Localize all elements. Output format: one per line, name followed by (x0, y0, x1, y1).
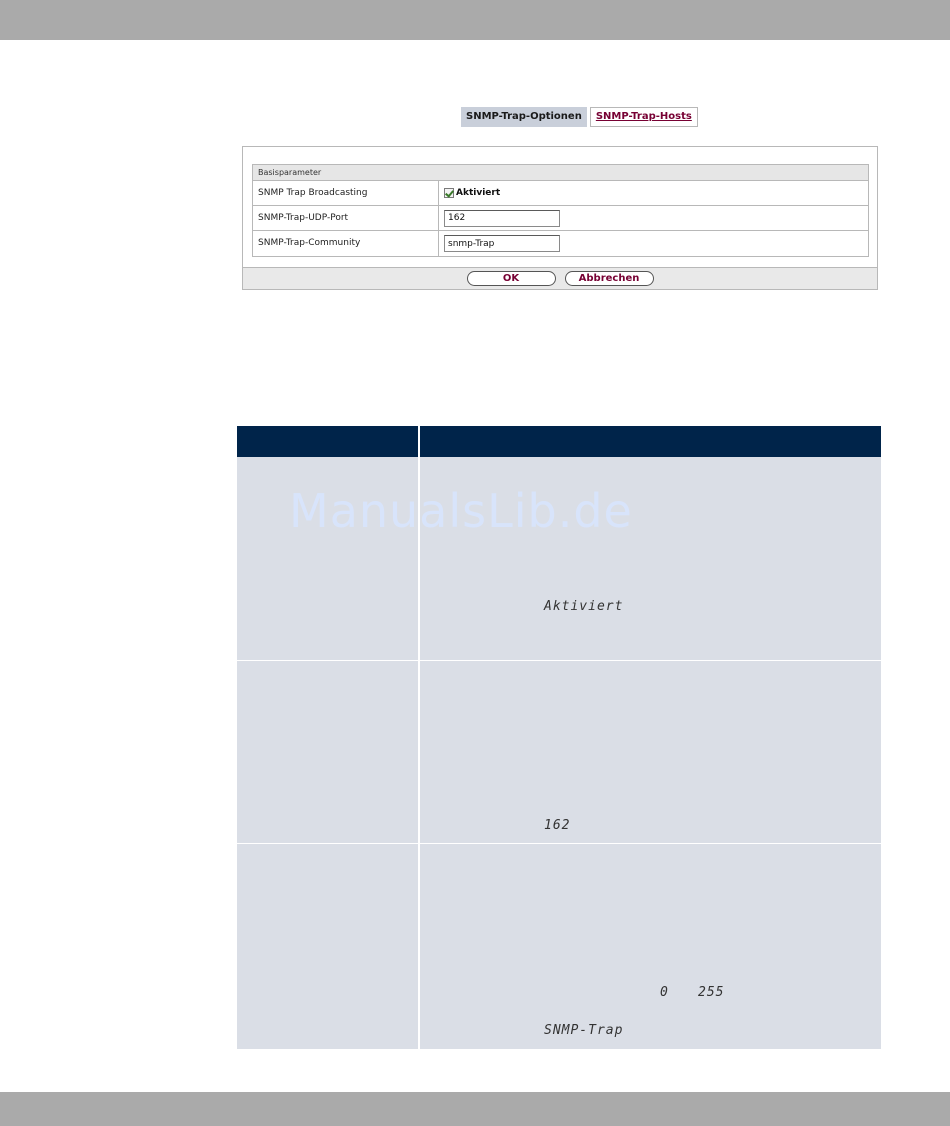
section-title: Basisparameter (253, 165, 868, 181)
udp-port-label: SNMP-Trap-UDP-Port (253, 206, 439, 230)
broadcasting-label: SNMP Trap Broadcasting (253, 181, 439, 205)
button-bar (243, 267, 877, 289)
table-row (237, 661, 881, 844)
table-row (237, 844, 881, 1049)
community-input[interactable] (444, 235, 560, 252)
udp-port-input[interactable] (444, 210, 560, 227)
range-max: 255 (698, 985, 725, 1000)
broadcasting-checkbox[interactable] (444, 188, 454, 198)
tab-snmp-trap-options[interactable]: SNMP-Trap-Optionen (461, 107, 587, 127)
default-value-community: SNMP-Trap (544, 1023, 624, 1038)
form-row-community (253, 231, 868, 256)
table-header (237, 426, 881, 457)
tab-snmp-trap-hosts[interactable]: SNMP-Trap-Hosts (590, 107, 698, 127)
watermark: ManualsLib.de (289, 484, 633, 538)
basic-parameters-group (252, 164, 869, 257)
ok-button[interactable]: OK (467, 271, 556, 286)
bottom-bar (0, 1092, 950, 1126)
form-row-broadcasting (253, 181, 868, 206)
community-label: SNMP-Trap-Community (253, 231, 439, 256)
broadcasting-checkbox-label[interactable]: Aktiviert (456, 188, 501, 198)
cancel-button[interactable]: Abbrechen (565, 271, 654, 286)
top-bar (0, 0, 950, 40)
range-min: 0 (660, 985, 669, 1000)
config-panel (242, 146, 878, 290)
form-row-udp-port (253, 206, 868, 231)
default-value-broadcasting: Aktiviert (544, 599, 624, 614)
tab-bar (461, 107, 698, 127)
default-value-udp-port: 162 (544, 818, 571, 833)
